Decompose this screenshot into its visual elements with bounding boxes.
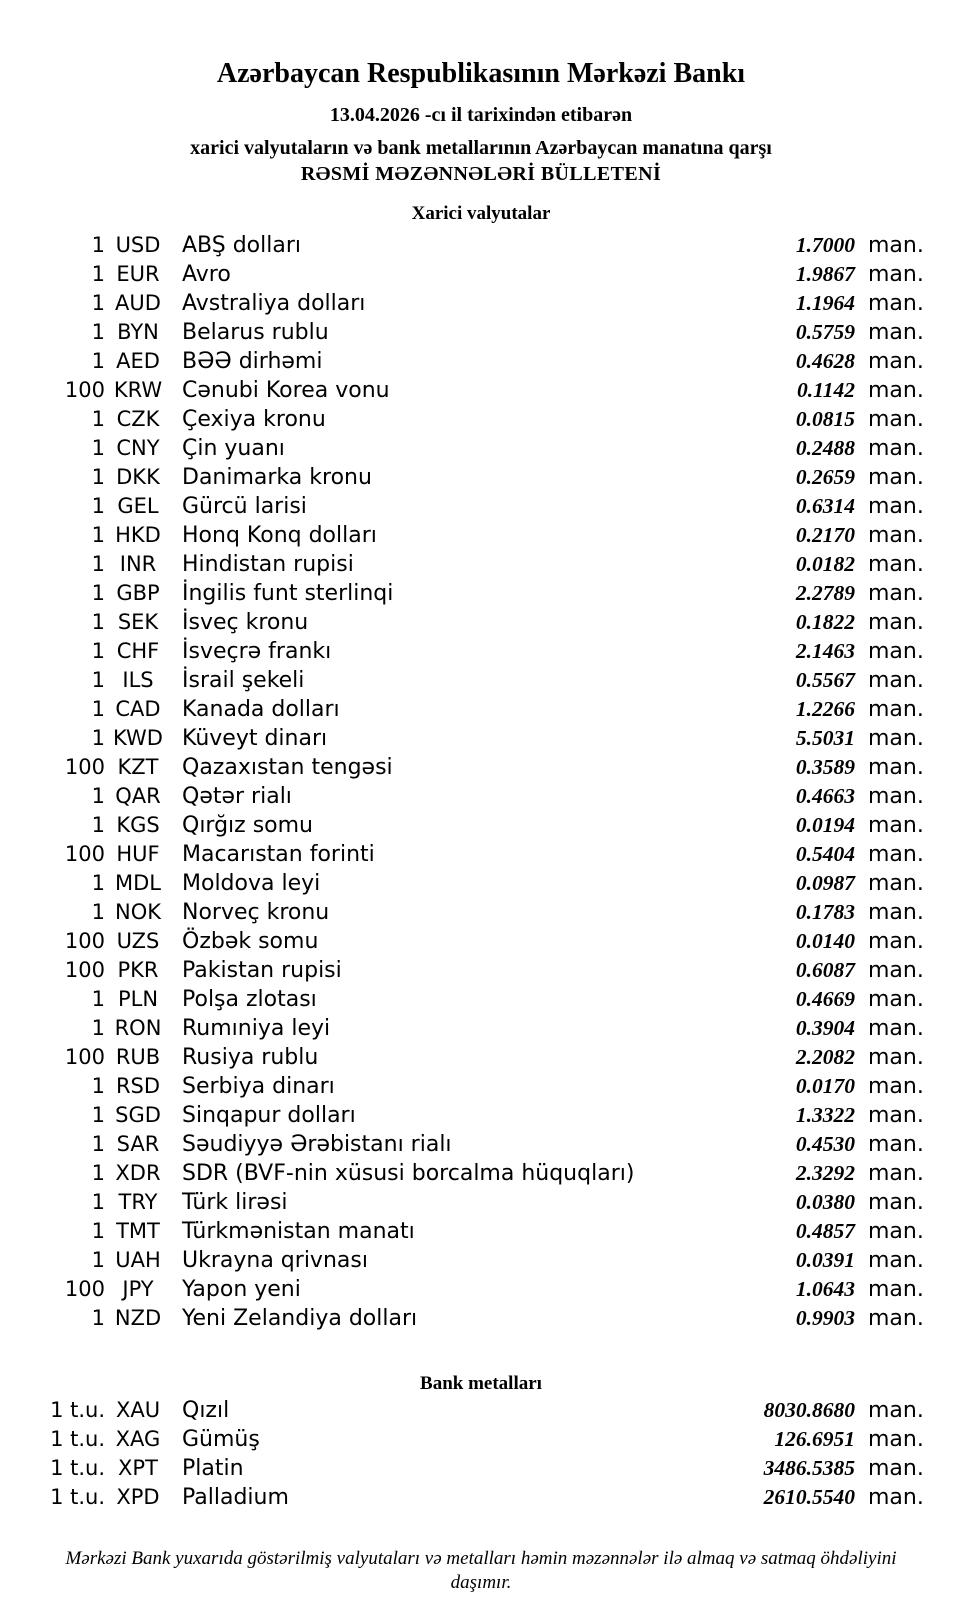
manat-unit-label: man. [868,1132,924,1157]
currency-name: Platin [182,1456,244,1481]
exchange-rate: 0.0170 [795,1074,855,1098]
currency-name: Yapon yeni [182,1277,301,1302]
unit-quantity: 100 [64,958,105,982]
rate-table-row [40,523,922,552]
currency-code: GEL [117,494,159,518]
rate-table-row [40,1045,922,1074]
currency-name: Pakistan rupisi [182,958,342,983]
rate-table-row [40,233,922,262]
rate-table-row [40,1161,922,1190]
unit-quantity: 1 [91,697,105,721]
exchange-rate: 2.2082 [795,1045,855,1069]
rate-table-row [40,668,922,697]
manat-unit-label: man. [868,1190,924,1215]
manat-unit-label: man. [868,900,924,925]
currency-name: İngilis funt sterlinqi [182,581,394,606]
currency-name: Serbiya dinarı [182,1074,335,1099]
exchange-rate: 0.0987 [795,871,855,895]
currency-name: ABŞ dolları [182,233,302,258]
bulletin-subtitle: xarici valyutaların və bank metallarının Azərbaycan manatına qarşı [190,137,772,159]
rate-table-row [40,610,922,639]
currency-name: Çexiya kronu [182,407,326,432]
currency-code: PLN [117,987,159,1011]
currency-code: SAR [116,1132,160,1156]
currency-code: HKD [115,523,161,547]
rate-table-row [40,291,922,320]
rate-table-row [40,1427,922,1456]
currency-code: CNY [116,436,160,460]
manat-unit-label: man. [868,349,924,374]
manat-unit-label: man. [868,436,924,461]
manat-unit-label: man. [868,1074,924,1099]
rate-table-row [40,1277,922,1306]
currency-code: AUD [115,291,161,315]
manat-unit-label: man. [868,668,924,693]
rate-table-row [40,407,922,436]
exchange-rate: 2.3292 [795,1161,855,1185]
exchange-rate: 5.5031 [795,726,855,750]
exchange-rate: 0.2170 [795,523,855,547]
currency-code: NOK [114,900,161,924]
manat-unit-label: man. [868,494,924,519]
unit-quantity: 100 [64,842,105,866]
manat-unit-label: man. [868,1219,924,1244]
exchange-rate: 2.2789 [795,581,855,605]
currency-code: XAG [115,1427,161,1451]
currency-code: XPT [118,1456,158,1480]
currency-code: RUB [115,1045,161,1069]
manat-unit-label: man. [868,291,924,316]
unit-quantity: 1 t.u. [50,1398,105,1422]
currency-code: NZD [114,1306,162,1330]
unit-quantity: 1 [91,523,105,547]
unit-quantity: 1 [91,610,105,634]
exchange-rate: 1.0643 [795,1277,855,1301]
exchange-rate: 1.9867 [795,262,855,286]
currency-name: Avro [182,262,231,287]
rate-table-row [40,755,922,784]
currency-name: Qətər rialı [182,784,292,809]
manat-unit-label: man. [868,871,924,896]
rate-table-row [40,929,922,958]
manat-unit-label: man. [868,581,924,606]
exchange-rate: 2610.5540 [763,1485,855,1509]
manat-unit-label: man. [868,262,924,287]
currency-name: Rumıniya leyi [182,1016,331,1041]
rate-table-row [40,958,922,987]
rate-table-row [40,1398,922,1427]
currency-name: Sinqapur dolları [182,1103,356,1128]
currency-name: BƏƏ dirhəmi [182,349,323,374]
manat-unit-label: man. [868,726,924,751]
manat-unit-label: man. [868,639,924,664]
currency-name: Türkmənistan manatı [182,1219,415,1244]
exchange-rate: 0.1142 [797,378,855,402]
currency-name: SDR (BVF-nin xüsusi borcalma hüquqları) [182,1161,635,1186]
manat-unit-label: man. [868,813,924,838]
unit-quantity: 1 [91,320,105,344]
disclaimer-text: Mərkəzi Bank yuxarıda göstərilmiş valyutaları və metalları həmin məzənnələr ilə almaq və satmaq öhdəliyini daşımır. [65,1548,897,1593]
currency-name: Norveç kronu [182,900,330,925]
currency-name: İsrail şekeli [182,668,305,693]
currency-code: XDR [115,1161,161,1185]
manat-unit-label: man. [868,1248,924,1273]
currency-code: SEK [117,610,159,634]
unit-quantity: 100 [64,1277,105,1301]
currency-name: Polşa zlotası [182,987,317,1012]
unit-quantity: 1 [91,1132,105,1156]
rate-table-row [40,581,922,610]
currency-name: Rusiya rublu [182,1045,319,1070]
currency-name: Palladium [182,1485,289,1510]
unit-quantity: 100 [64,1045,105,1069]
unit-quantity: 1 [91,349,105,373]
unit-quantity: 1 [91,668,105,692]
rate-table-row [40,262,922,291]
rate-table-row [40,987,922,1016]
exchange-rate: 1.7000 [795,233,855,257]
manat-unit-label: man. [868,465,924,490]
currency-name: Səudiyyə Ərəbistanı rialı [182,1132,452,1157]
manat-unit-label: man. [868,552,924,577]
rate-table-row [40,813,922,842]
currency-code: KRW [113,378,163,402]
currency-code: TMT [116,1219,160,1243]
currency-code: CZK [116,407,160,431]
currency-code: UAH [115,1248,161,1272]
exchange-rate: 0.4628 [795,349,855,373]
exchange-rate: 0.4530 [795,1132,855,1156]
exchange-rate: 0.3589 [795,755,855,779]
unit-quantity: 100 [64,929,105,953]
currency-name: İsveçrə frankı [182,639,332,664]
currency-name: Danimarka kronu [182,465,372,490]
currency-code: XPD [116,1485,160,1509]
currency-code: RON [114,1016,162,1040]
manat-unit-label: man. [868,523,924,548]
rate-table-row [40,1103,922,1132]
rate-table-row [40,436,922,465]
rate-table-row [40,871,922,900]
rate-table-row [40,784,922,813]
manat-unit-label: man. [868,1103,924,1128]
currency-code: UZS [116,929,160,953]
unit-quantity: 1 [91,233,105,257]
unit-quantity: 1 [91,726,105,750]
rate-table-row [40,494,922,523]
manat-unit-label: man. [868,378,924,403]
currency-code: CAD [115,697,161,721]
manat-unit-label: man. [868,784,924,809]
unit-quantity: 1 [91,1103,105,1127]
unit-quantity: 1 [91,465,105,489]
exchange-rate: 0.0380 [795,1190,855,1214]
exchange-rate: 1.2266 [795,697,855,721]
exchange-rate: 0.5759 [795,320,855,344]
manat-unit-label: man. [868,1016,924,1041]
currency-code: XAU [115,1398,161,1422]
exchange-rate: 0.1783 [795,900,855,924]
unit-quantity: 1 [91,639,105,663]
rate-table-row [40,900,922,929]
unit-quantity: 1 t.u. [50,1456,105,1480]
exchange-rate: 0.3904 [795,1016,855,1040]
rate-table-row [40,349,922,378]
rate-table-row [40,1485,922,1514]
manat-unit-label: man. [868,320,924,345]
currency-code: KGS [116,813,160,837]
currency-code: CHF [116,639,160,663]
currency-code: JPY [122,1277,154,1301]
rate-table-row [40,465,922,494]
currency-code: QAR [115,784,161,808]
currency-code: GBP [116,581,160,605]
unit-quantity: 1 [91,494,105,518]
currency-name: Belarus rublu [182,320,329,345]
currency-name: Özbək somu [182,929,319,954]
currency-name: Gürcü larisi [182,494,307,519]
rate-table-row [40,378,922,407]
manat-unit-label: man. [868,987,924,1012]
currency-code: SGD [115,1103,161,1127]
exchange-rate: 0.0391 [795,1248,855,1272]
unit-quantity: 1 [91,1306,105,1330]
currency-name: Ukrayna qrivnası [182,1248,368,1273]
manat-unit-label: man. [868,697,924,722]
manat-unit-label: man. [868,1277,924,1302]
exchange-rate: 2.1463 [795,639,855,663]
currency-code: MDL [115,871,161,895]
currency-code: HUF [116,842,160,866]
currency-code: USD [115,233,161,257]
foreign-currencies-table [40,233,922,1335]
exchange-rate: 1.1964 [795,291,855,315]
rate-table-row [40,842,922,871]
unit-quantity: 1 [91,784,105,808]
rate-table-row [40,1074,922,1103]
exchange-rate: 0.0815 [795,407,855,431]
currency-code: DKK [116,465,160,489]
bank-metals-table [40,1398,922,1514]
currency-name: Honq Konq dolları [182,523,377,548]
unit-quantity: 1 [91,987,105,1011]
exchange-rate: 0.2659 [795,465,855,489]
currency-name: Türk lirəsi [182,1190,288,1215]
currency-code: AED [116,349,160,373]
manat-unit-label: man. [868,1456,924,1481]
unit-quantity: 1 [91,1074,105,1098]
currency-code: BYN [117,320,159,344]
rate-table-row [40,1248,922,1277]
bank-name-title: Azərbaycan Respublikasının Mərkəzi Bankı [216,58,746,89]
rate-table-row [40,1016,922,1045]
rate-table-row [40,697,922,726]
manat-unit-label: man. [868,842,924,867]
unit-quantity: 1 t.u. [50,1485,105,1509]
unit-quantity: 1 [91,581,105,605]
manat-unit-label: man. [868,407,924,432]
unit-quantity: 1 [91,262,105,286]
manat-unit-label: man. [868,1306,924,1331]
exchange-rate: 126.6951 [774,1427,855,1451]
exchange-rate: 0.5567 [795,668,855,692]
bulletin-title: RƏSMİ MƏZƏNNƏLƏRİ BÜLLETENİ [300,163,662,185]
unit-quantity: 1 t.u. [50,1427,105,1451]
currency-code: TRY [118,1190,158,1214]
exchange-rate: 0.4663 [795,784,855,808]
unit-quantity: 1 [91,436,105,460]
rate-table-row [40,1219,922,1248]
currency-name: Hindistan rupisi [182,552,354,577]
unit-quantity: 1 [91,1161,105,1185]
manat-unit-label: man. [868,1485,924,1510]
currency-code: RSD [115,1074,161,1098]
currency-name: İsveç kronu [182,610,309,635]
rate-table-row [40,639,922,668]
exchange-rate: 0.4669 [795,987,855,1011]
unit-quantity: 1 [91,552,105,576]
currency-code: PKR [117,958,159,982]
currency-code: INR [119,552,157,576]
rate-table-row [40,1456,922,1485]
currency-code: ILS [122,668,154,692]
manat-unit-label: man. [868,1398,924,1423]
currency-name: Qazaxıstan tengəsi [182,755,393,780]
unit-quantity: 1 [91,813,105,837]
manat-unit-label: man. [868,233,924,258]
currency-name: Cənubi Korea vonu [182,378,390,403]
unit-quantity: 100 [64,378,105,402]
manat-unit-label: man. [868,610,924,635]
exchange-rate: 0.9903 [795,1306,855,1330]
currency-name: Qızıl [182,1398,230,1423]
unit-quantity: 1 [91,1190,105,1214]
rate-table-row [40,1190,922,1219]
currency-code: KZT [117,755,159,779]
exchange-rate: 0.6087 [795,958,855,982]
manat-unit-label: man. [868,958,924,983]
unit-quantity: 1 [91,900,105,924]
foreign-currencies-section-title: Xarici valyutalar [411,203,551,224]
effective-date-line: 13.04.2026 -cı il tarixindən etibarən [329,104,633,126]
unit-quantity: 1 [91,1219,105,1243]
currency-name: Küveyt dinarı [182,726,328,751]
currency-code: EUR [116,262,160,286]
rate-table-row [40,726,922,755]
currency-name: Çin yuanı [182,436,285,461]
exchange-rate: 0.6314 [795,494,855,518]
exchange-rate: 0.4857 [795,1219,855,1243]
currency-name: Kanada dolları [182,697,340,722]
manat-unit-label: man. [868,929,924,954]
currency-name: Moldova leyi [182,871,321,896]
exchange-rate: 1.3322 [795,1103,855,1127]
exchange-rate: 0.0182 [795,552,855,576]
bank-metals-section-title: Bank metalları [420,1373,542,1394]
unit-quantity: 1 [91,291,105,315]
exchange-rate: 0.0140 [795,929,855,953]
exchange-rate: 0.1822 [795,610,855,634]
manat-unit-label: man. [868,1045,924,1070]
rate-table-row [40,1306,922,1335]
currency-name: Yeni Zelandiya dolları [182,1306,418,1331]
currency-name: Gümüş [182,1427,260,1452]
manat-unit-label: man. [868,1161,924,1186]
manat-unit-label: man. [868,1427,924,1452]
rate-table-row [40,552,922,581]
rate-table-row [40,1132,922,1161]
unit-quantity: 1 [91,1248,105,1272]
exchange-rate: 8030.8680 [763,1398,855,1422]
exchange-rate: 0.0194 [795,813,855,837]
unit-quantity: 1 [91,871,105,895]
rate-table-row [40,320,922,349]
unit-quantity: 1 [91,407,105,431]
unit-quantity: 1 [91,1016,105,1040]
currency-name: Macarıstan forinti [182,842,375,867]
exchange-rate: 0.2488 [795,436,855,460]
currency-name: Qırğız somu [182,813,314,838]
currency-code: KWD [113,726,163,750]
exchange-rate: 3486.5385 [763,1456,855,1480]
unit-quantity: 100 [64,755,105,779]
manat-unit-label: man. [868,755,924,780]
exchange-rate: 0.5404 [795,842,855,866]
currency-name: Avstraliya dolları [182,291,366,316]
